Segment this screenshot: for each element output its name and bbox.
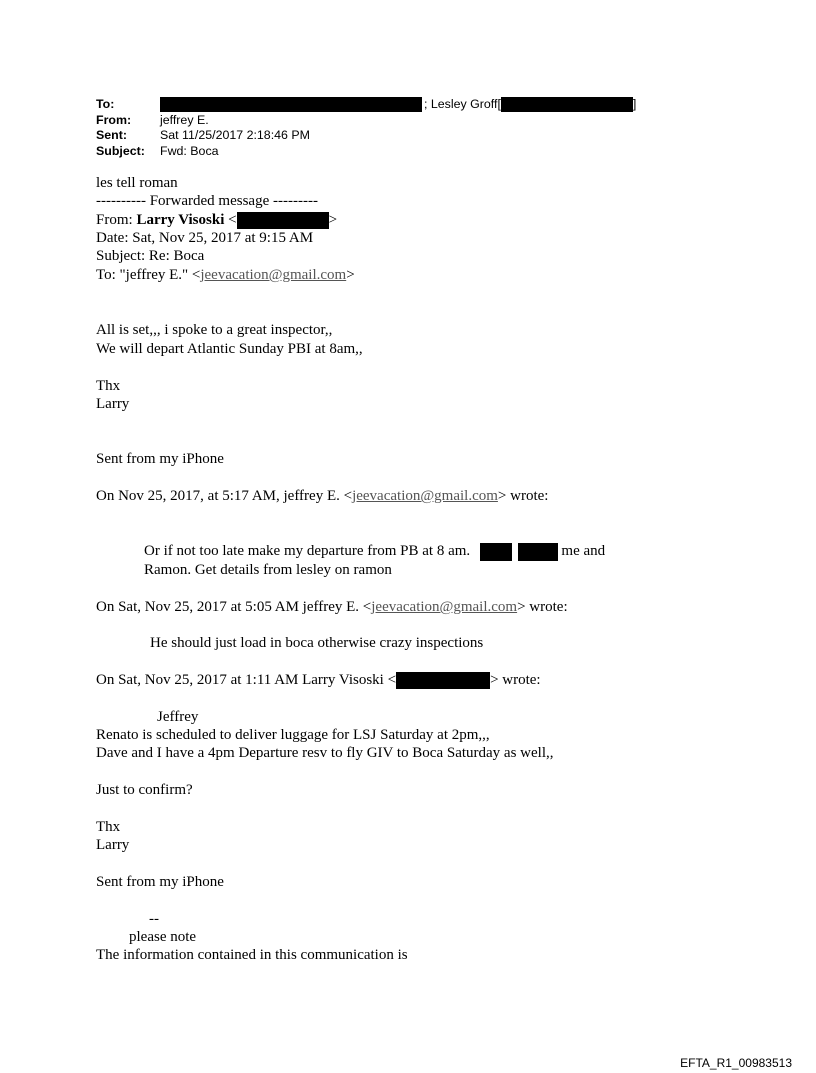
from-row <box>96 113 636 129</box>
lt: < <box>224 212 237 228</box>
signature-dash: -- <box>149 911 159 927</box>
disclaimer-line: please note <box>129 929 197 945</box>
sent-label: Sent: <box>96 128 127 142</box>
sent-row <box>96 128 636 144</box>
message-line: All is set,,, i spoke to a great inspector,, <box>96 322 333 338</box>
forwarded-subject: Subject: Re: Boca <box>96 248 205 264</box>
to-close: ] <box>632 97 637 111</box>
redaction-box <box>480 543 512 561</box>
signature-name: Larry <box>96 396 130 412</box>
subject-row <box>96 144 636 160</box>
to-value <box>160 97 636 113</box>
quote-header <box>96 671 541 689</box>
quote-prefix: On Sat, Nov 25, 2017 at 5:05 AM jeffrey E. < <box>96 599 372 615</box>
gt: > <box>346 267 355 283</box>
sent-value: Sat 11/25/2017 2:18:46 PM <box>160 128 310 142</box>
redaction-box <box>501 97 633 112</box>
wrote: > wrote: <box>490 672 541 688</box>
sent-from-iphone: Sent from my iPhone <box>96 874 224 890</box>
quoted-line: Ramon. Get details from lesley on ramon <box>144 562 392 578</box>
email-link[interactable]: jeevacation@gmail.com <box>200 267 347 283</box>
gt: > <box>328 212 338 228</box>
quote-header <box>96 598 568 616</box>
message-line: Dave and I have a 4pm Departure resv to fly GIV to Boca Saturday as well,, <box>96 745 554 761</box>
quote-prefix: On Nov 25, 2017, at 5:17 AM, jeffrey E. < <box>96 488 353 504</box>
quoted-line <box>144 542 605 561</box>
wrote: > wrote: <box>517 599 568 615</box>
message-line: Just to confirm? <box>96 782 193 798</box>
thanks: Thx <box>96 819 121 835</box>
signature-name: Larry <box>96 837 130 853</box>
quoted-text: me and <box>561 543 606 559</box>
redaction-box <box>237 212 329 229</box>
disclaimer-line: The information contained in this communication is <box>96 947 408 963</box>
to-recipient: ; Lesley Groff[ <box>424 97 501 111</box>
quote-prefix: On Sat, Nov 25, 2017 at 1:11 AM Larry Visoski < <box>96 672 397 688</box>
to-row <box>96 97 636 113</box>
email-header <box>96 97 636 159</box>
email-link[interactable]: jeevacation@gmail.com <box>352 488 498 504</box>
quote-header <box>96 487 548 505</box>
bates-number: EFTA_R1_00983513 <box>680 1056 792 1070</box>
from-value: jeffrey E. <box>160 112 209 127</box>
greeting: Jeffrey <box>157 709 199 725</box>
from-label: From: <box>96 112 132 127</box>
redaction-box <box>518 543 558 561</box>
redaction-box <box>160 97 422 112</box>
redaction-box <box>396 672 490 689</box>
intro-line: les tell roman <box>96 175 178 191</box>
to-prefix: To: "jeffrey E." < <box>96 267 201 283</box>
thanks: Thx <box>96 378 121 394</box>
forwarded-from <box>96 211 337 229</box>
quoted-line: He should just load in boca otherwise crazy inspections <box>150 635 484 651</box>
from-prefix: From: <box>96 212 137 228</box>
message-line: We will depart Atlantic Sunday PBI at 8am,, <box>96 341 363 357</box>
subject-label: Subject: <box>96 143 145 158</box>
forward-marker: ---------- Forwarded message --------- <box>96 193 318 209</box>
message-line: Renato is scheduled to deliver luggage for LSJ Saturday at 2pm,,, <box>96 727 490 743</box>
quoted-text: Or if not too late make my departure from PB at 8 am. <box>144 543 471 559</box>
to-label: To: <box>96 97 115 111</box>
sent-from-iphone: Sent from my iPhone <box>96 451 224 467</box>
forwarded-date: Date: Sat, Nov 25, 2017 at 9:15 AM <box>96 230 314 246</box>
wrote: > wrote: <box>497 488 549 504</box>
subject-value: Fwd: Boca <box>160 143 219 158</box>
sender-name: Larry Visoski <box>136 212 225 228</box>
email-link[interactable]: jeevacation@gmail.com <box>371 599 518 615</box>
forwarded-to <box>96 266 355 284</box>
